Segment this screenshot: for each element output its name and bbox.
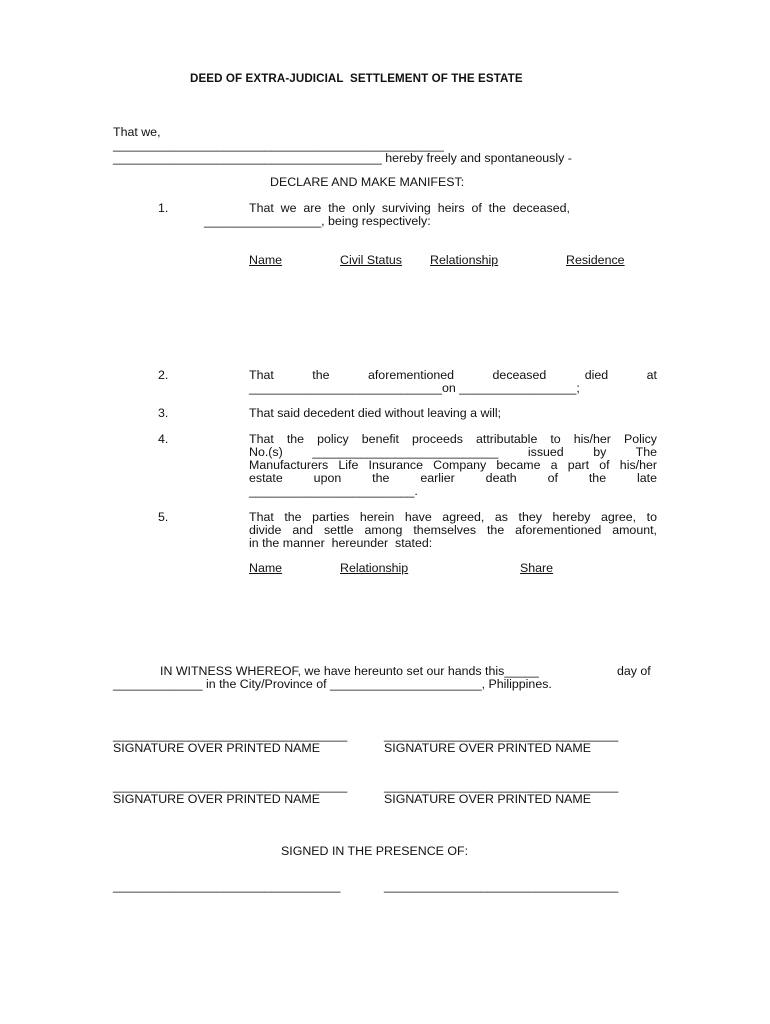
item-4-line-3: Manufacturers Life Insurance Company became a part of his/her xyxy=(249,458,657,472)
item-4-line-2: No.(s) ___________________________ issued by The xyxy=(249,445,657,459)
item-3-text: That said decedent died without leaving a will; xyxy=(249,406,502,420)
signature-line-4: __________________________________ xyxy=(384,779,619,793)
heirs-header-relationship: Relationship xyxy=(430,253,499,267)
item-4-line-4: estate upon the earlier death of the late xyxy=(249,471,657,485)
item-4-line-1: That the policy benefit proceeds attributable to his/her Policy xyxy=(249,432,657,446)
intro-that-we: That we, xyxy=(113,125,161,139)
item-5-number: 5. xyxy=(158,510,169,524)
heirs-header-civil-status: Civil Status xyxy=(340,253,402,267)
item-1-line-2: _________________, being respectively: xyxy=(204,214,431,228)
item-4-number: 4. xyxy=(158,432,169,446)
heirs-header-residence: Residence xyxy=(566,253,625,267)
item-2-line-2: ____________________________on _________________; xyxy=(249,381,580,395)
signature-label-1: SIGNATURE OVER PRINTED NAME xyxy=(113,741,320,755)
item-5-line-2: divide and settle among themselves the aforementioned amount, xyxy=(249,523,657,537)
item-1-line-1: That we are the only surviving heirs of the deceased, xyxy=(249,201,570,215)
intro-blank-line-2: _______________________________________ hereby freely and spontaneously - xyxy=(113,151,572,165)
witness-signature-line-right: __________________________________ xyxy=(384,879,619,893)
witness-line-1: IN WITNESS WHEREOF, we have hereunto set our hands this_____ xyxy=(160,664,539,678)
signature-line-2: __________________________________ xyxy=(384,728,619,742)
signature-label-4: SIGNATURE OVER PRINTED NAME xyxy=(384,792,591,806)
share-header-relationship: Relationship xyxy=(340,561,409,575)
item-5-line-1: That the parties herein have agreed, as they hereby agree, to xyxy=(249,510,657,524)
heirs-header-name: Name xyxy=(249,253,283,267)
item-4-line-5: ________________________. xyxy=(249,484,418,498)
witness-line-2: _____________ in the City/Province of ______________________, Philippines. xyxy=(113,677,552,691)
share-header-name: Name xyxy=(249,561,283,575)
witness-line-1-end: day of xyxy=(617,664,651,678)
document-title: DEED OF EXTRA-JUDICIAL SETTLEMENT OF THE ESTATE xyxy=(190,72,523,85)
share-header-share: Share xyxy=(520,561,554,575)
declare-heading: DECLARE AND MAKE MANIFEST: xyxy=(270,175,465,189)
item-1-number: 1. xyxy=(158,201,169,215)
item-5-line-3: in the manner hereunder stated: xyxy=(249,536,433,550)
intro-blank-line-1: ________________________________________________ xyxy=(113,138,444,152)
item-3-number: 3. xyxy=(158,406,169,420)
signature-label-2: SIGNATURE OVER PRINTED NAME xyxy=(384,741,591,755)
witness-signature-line-left: _________________________________ xyxy=(113,879,341,893)
item-2-number: 2. xyxy=(158,368,169,382)
signature-line-3: __________________________________ xyxy=(113,779,348,793)
presence-heading: SIGNED IN THE PRESENCE OF: xyxy=(281,844,469,858)
signature-line-1: __________________________________ xyxy=(113,728,348,742)
item-2-line-1: That the aforementioned deceased died at xyxy=(249,368,657,382)
signature-label-3: SIGNATURE OVER PRINTED NAME xyxy=(113,792,320,806)
